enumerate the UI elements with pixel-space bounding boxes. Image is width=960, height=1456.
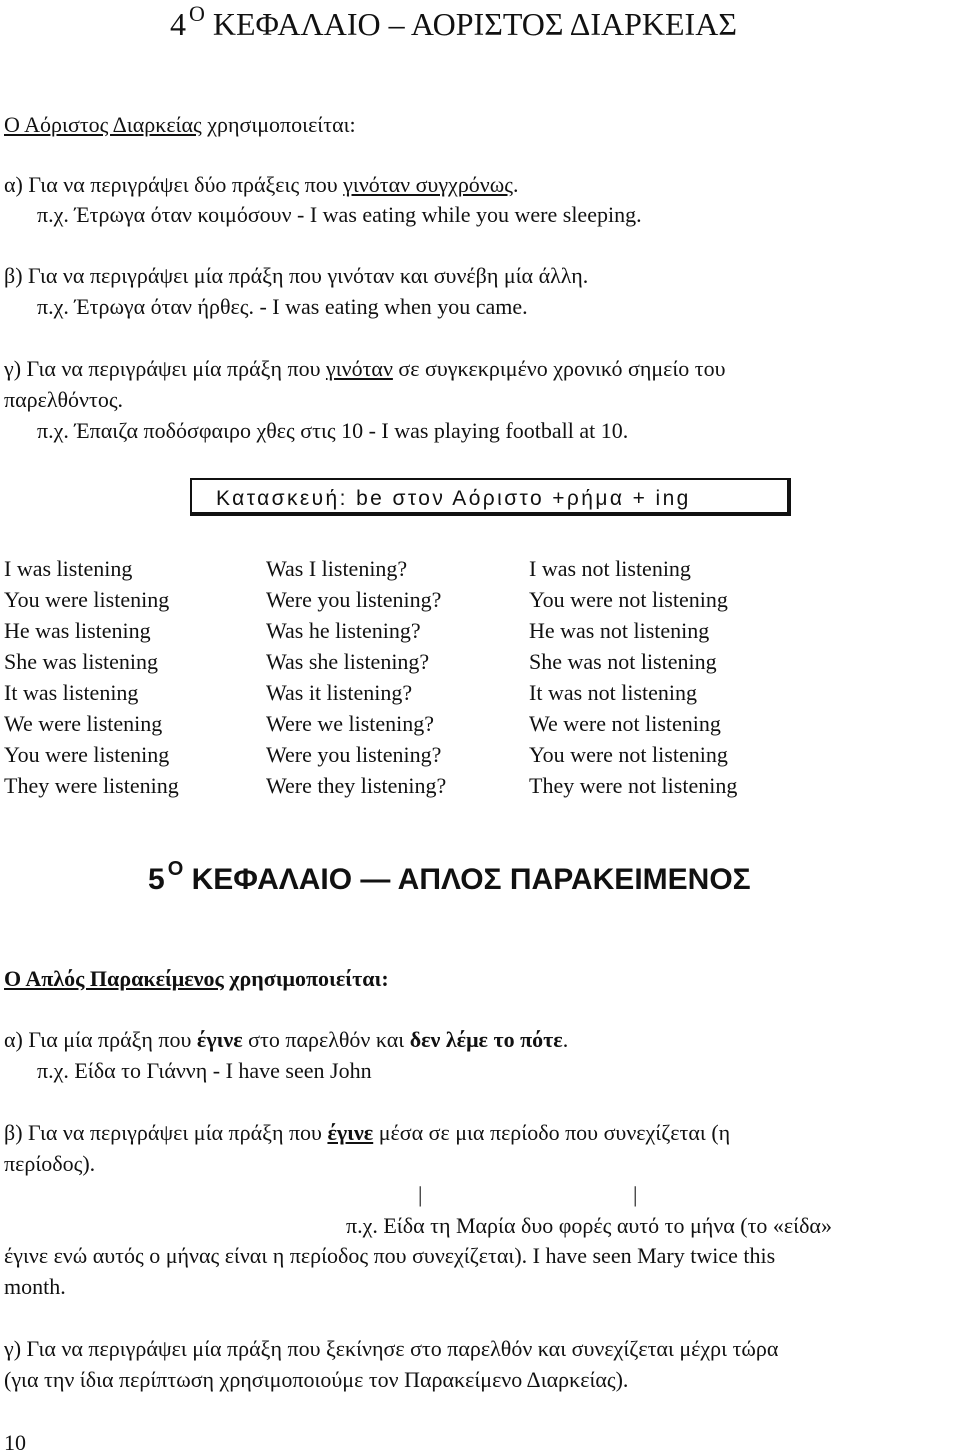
timeline-marker-left: | [418, 1182, 423, 1207]
chapter4-example-c: π.χ. Έπαιζα ποδόσφαιρο χθες στις 10 - I was playing football at 10. [37, 418, 629, 443]
chapter4-rule-c-line2: παρελθόντος. [4, 387, 124, 412]
chapter5-rule-a: α) Για μία πράξη που έγινε στο παρελθόν και δεν λέμε το πότε. [4, 1027, 569, 1052]
chapter5-rule-b-line2: περίοδος). [4, 1151, 96, 1176]
affirmative-row: You were listening [4, 742, 170, 767]
chapter5-rule-c-line2: (για την ίδια περίπτωση χρησιμοποιούμε τον Παρακείμενο Διαρκείας). [4, 1367, 629, 1392]
chapter4-rule-b: β) Για να περιγράψει μία πράξη που γινόταν και συνέβη μία άλλη. [4, 263, 589, 288]
affirmative-row: They were listening [4, 773, 179, 798]
negative-row: You were not listening [529, 587, 728, 612]
chapter4-example-b: π.χ. Έτρωγα όταν ήρθες. - I was eating when you came. [37, 294, 528, 319]
question-column [266, 553, 446, 801]
chapter5-example-a: π.χ. Είδα το Γιάννη - I have seen John [37, 1058, 372, 1083]
affirmative-row: You were listening [4, 587, 170, 612]
page-number: 10 [4, 1430, 26, 1455]
chapter5-rule-b: β) Για να περιγράψει μία πράξη που έγινε μέσα σε μια περίοδο που συνεχίζεται (η [4, 1120, 731, 1145]
negative-row: I was not listening [529, 556, 691, 581]
question-row: Was I listening? [266, 556, 408, 581]
question-row: Was it listening? [266, 680, 413, 705]
affirmative-row: We were listening [4, 711, 163, 736]
affirmative-row: I was listening [4, 556, 133, 581]
chapter5-usage-heading: Ο Απλός Παρακείμενος χρησιμοποιείται: [4, 966, 389, 991]
affirmative-column [4, 553, 179, 801]
negative-row: They were not listening [529, 773, 738, 798]
affirmative-row: It was listening [4, 680, 139, 705]
chapter5-rule-b-line5: month. [4, 1274, 66, 1299]
chapter4-usage-heading: Ο Αόριστος Διαρκείας χρησιμοποιείται: [4, 112, 356, 137]
negative-row: You were not listening [529, 742, 728, 767]
chapter5-title: 5 $^O$ ΚΕΦΑΛΑΙΟ — ΑΠΛΟΣ ΠΑΡΑΚΕΙΜΕΝΟΣ [148, 858, 751, 896]
question-row: Were you listening? [266, 742, 442, 767]
negative-column [529, 553, 737, 801]
affirmative-row: He was listening [4, 618, 151, 643]
timeline-marker-right: | [633, 1182, 638, 1207]
chapter4-rule-c: γ) Για να περιγράψει μία πράξη που γινόταν σε συγκεκριμένο χρονικό σημείο του [4, 356, 726, 381]
question-row: Was he listening? [266, 618, 421, 643]
negative-row: We were not listening [529, 711, 721, 736]
construction-formula: Κατασκευή: be στον Αόριστο +ρήμα + ing [216, 487, 691, 510]
chapter5-rule-c: γ) Για να περιγράψει μία πράξη που ξεκίνησε στο παρελθόν και συνεχίζεται μέχρι τώρα [4, 1336, 779, 1361]
chapter4-title: 4 $^O$ ΚΕΦΑΛΑΙΟ – ΑΟΡΙΣΤΟΣ ΔΙΑΡΚΕΙΑΣ [170, 1, 737, 42]
chapter5-rule-b-line4: έγινε ενώ αυτός ο μήνας είναι η περίοδος που συνεχίζεται). I have seen Mary twice this [4, 1243, 776, 1268]
chapter4-example-a: π.χ. Έτρωγα όταν κοιμόσουν - I was eating while you were sleeping. [37, 202, 642, 227]
question-row: Was she listening? [266, 649, 430, 674]
negative-row: She was not listening [529, 649, 717, 674]
chapter4-rule-a: α) Για να περιγράψει δύο πράξεις που γινόταν συγχρόνως. [4, 172, 519, 197]
question-row: Were we listening? [266, 711, 435, 736]
affirmative-row: She was listening [4, 649, 158, 674]
question-row: Were they listening? [266, 773, 447, 798]
question-row: Were you listening? [266, 587, 442, 612]
construction-box [190, 478, 791, 516]
negative-row: He was not listening [529, 618, 710, 643]
chapter5-example-b: π.χ. Είδα τη Μαρία δυο φορές αυτό το μήνα (το «είδα» [346, 1213, 832, 1238]
negative-row: It was not listening [529, 680, 698, 705]
